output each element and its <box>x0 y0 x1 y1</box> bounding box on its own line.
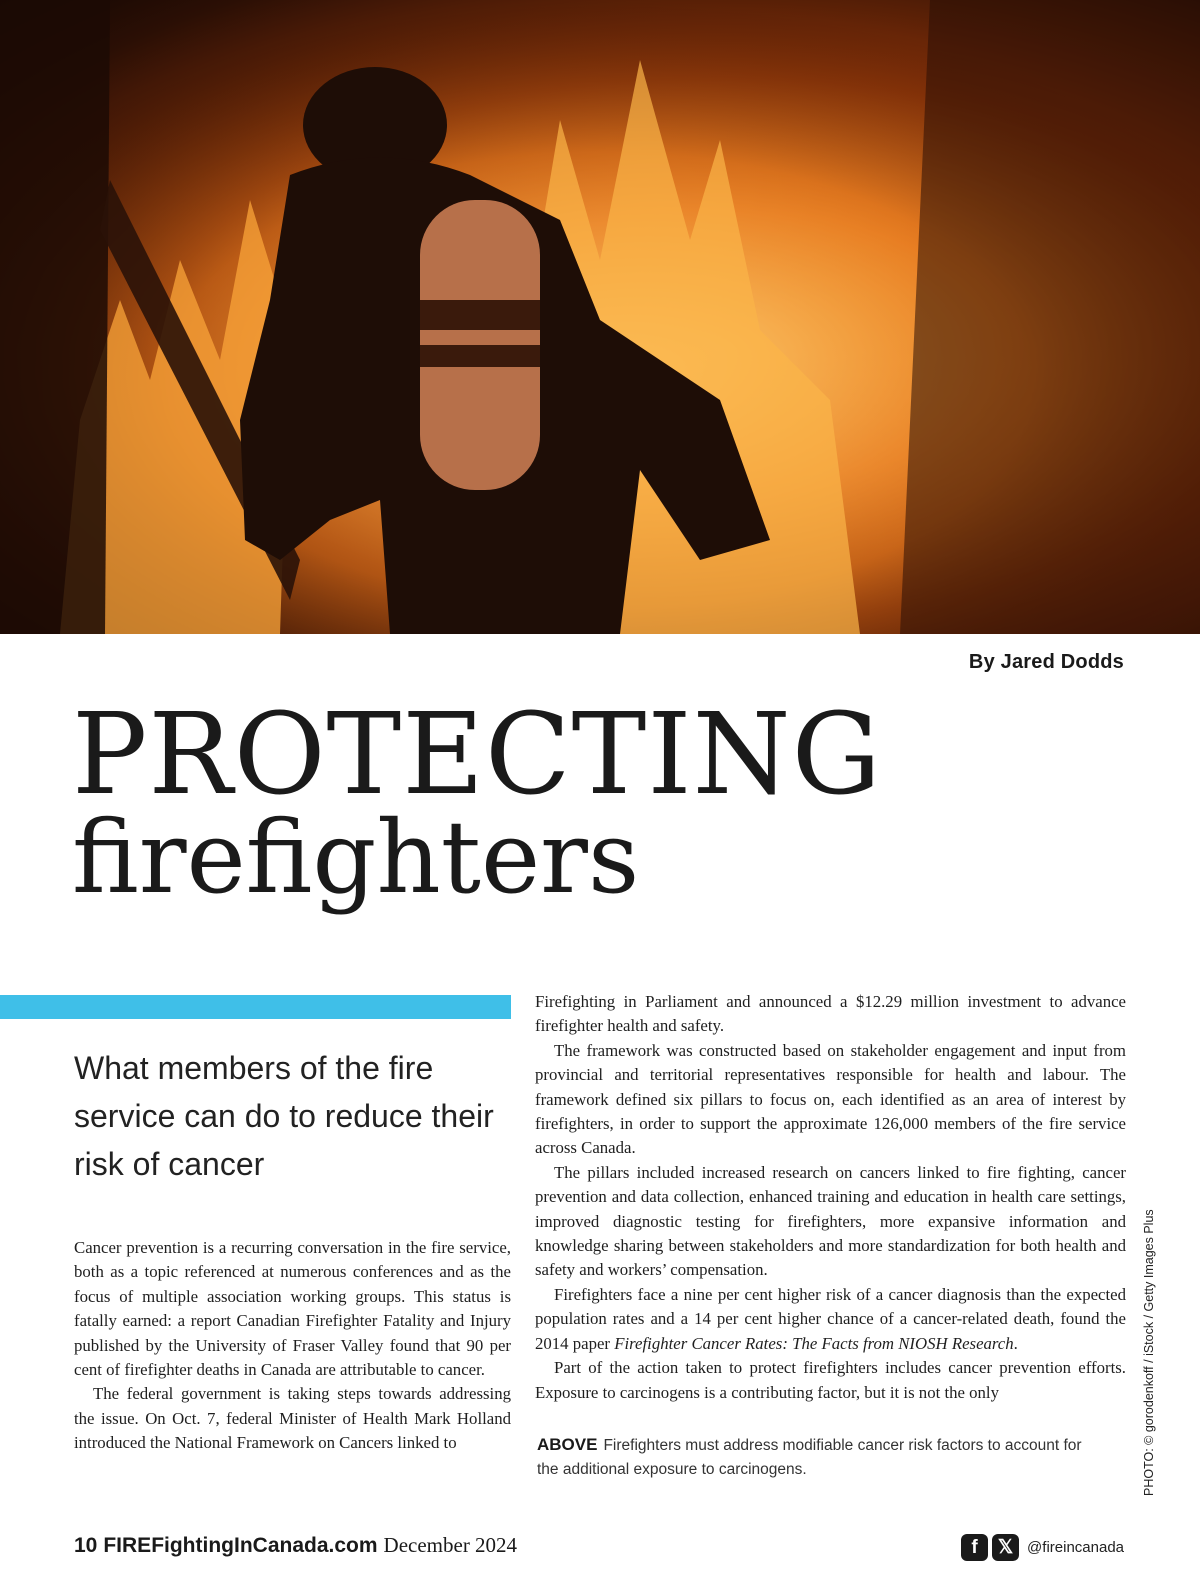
x-icon[interactable]: 𝕏 <box>992 1534 1019 1561</box>
byline: By Jared Dodds <box>968 651 1124 673</box>
accent-bar <box>0 995 511 1019</box>
body-paragraph: Firefighting in Parliament and announced a $12.29 million investment to advance firefighter health and safety. <box>535 992 1126 1036</box>
facebook-icon[interactable]: f <box>961 1534 988 1561</box>
body-text: . <box>1013 1333 1018 1353</box>
hero-photo-illustration <box>0 0 1200 634</box>
headline-line-1: PROTECTING <box>72 690 883 820</box>
body-paragraph: The pillars included increased research on cancers linked to fire fighting, cancer prevention and data collection, enhanced training and education in health care settings, improved diagnostic testing for firefighters, more expansive information and knowledge sharing between stakeholders and more standardization for both health and safety and workers’ compensation. <box>535 1162 1126 1280</box>
site-link[interactable]: FIREFightingInCanada.com <box>103 1534 378 1557</box>
photo-caption <box>537 1433 1107 1482</box>
page-number: 10 <box>74 1534 98 1557</box>
footer-folio <box>74 1533 517 1558</box>
body-paragraph: The framework was constructed based on stakeholder engagement and input from provincial and territorial representatives responsible for health and labour. The framework defined six pillars to focus on, each identified as an area of interest by firefighters, in order to support the approximate 126,000 members of the fire service across Canada. <box>535 1040 1126 1158</box>
body-paragraph: Cancer prevention is a recurring conversation in the fire service, both as a topic referenced at numerous conferences and as the focus of multiple association working groups. This status is fatally earned: a report Canadian Firefighter Fatality and Injury published by the University of Fraser Valley found that 90 per cent of firefighter deaths in Canada are attributable to cancer. <box>74 1238 511 1380</box>
body-paragraph: The federal government is taking steps towards addressing the issue. On Oct. 7, federal Minister of Health Mark Holland introduced the National Framework on Cancers linked to <box>74 1384 511 1453</box>
footer-social <box>961 1534 1124 1561</box>
social-handle[interactable]: @fireincanada <box>1027 1539 1124 1556</box>
body-column-left <box>74 1236 511 1456</box>
body-paragraph: Part of the action taken to protect firefighters includes cancer prevention efforts. Exposure to carcinogens is a contributing factor, but it is not the only <box>535 1358 1126 1402</box>
photo-credit: PHOTO: © gorodenkoff / iStock / Getty Images Plus <box>1142 1209 1156 1496</box>
body-text: Firefighters face a nine per cent higher risk of a cancer diagnosis than the expected population rates and a 14 per cent higher chance of a cancer-related death, found the 2014 paper <box>535 1284 1126 1353</box>
headline-line-2: firefighters <box>72 799 640 916</box>
hero-photo <box>0 0 1200 634</box>
body-column-right <box>535 990 1126 1405</box>
deck: What members of the fire service can do to reduce their risk of cancer <box>74 1050 494 1182</box>
caption-text: Firefighters must address modifiable cancer risk factors to account for the additional exposure to carcinogens. <box>537 1437 1082 1478</box>
body-paragraph <box>535 1283 1126 1356</box>
caption-label: ABOVE <box>537 1435 598 1454</box>
paper-title: Firefighter Cancer Rates: The Facts from NIOSH Research <box>614 1333 1014 1353</box>
issue-date: December 2024 <box>383 1533 518 1557</box>
